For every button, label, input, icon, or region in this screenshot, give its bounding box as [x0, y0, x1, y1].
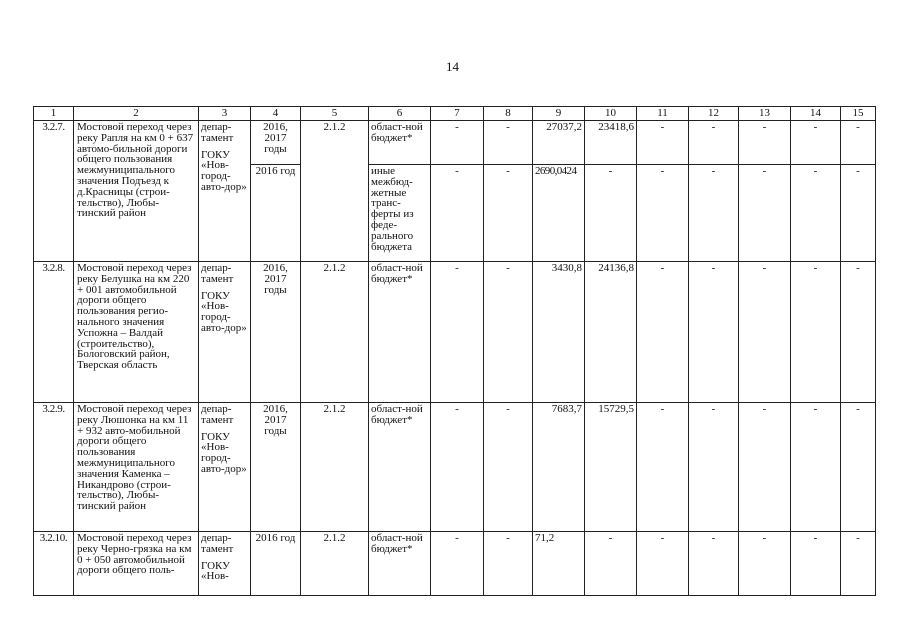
- value-cell: -: [689, 165, 739, 262]
- value-cell: 7683,7: [533, 403, 585, 532]
- table-row: [34, 403, 876, 532]
- value-cell: -: [689, 532, 739, 596]
- column-number: 8: [484, 107, 533, 121]
- program-table: [33, 106, 876, 596]
- value-cell: 71,2: [533, 532, 585, 596]
- value-cell: -: [739, 262, 791, 403]
- value-cell: 15729,5: [585, 403, 637, 532]
- value-cell: -: [484, 262, 533, 403]
- value-cell: -: [689, 121, 739, 165]
- value-cell: -: [431, 165, 484, 262]
- column-number: 13: [739, 107, 791, 121]
- target-code: 2.1.2: [301, 403, 369, 532]
- column-number: 7: [431, 107, 484, 121]
- value-cell: -: [637, 532, 689, 596]
- executor-cell: [199, 403, 251, 532]
- value-cell: 27037,2: [533, 121, 585, 165]
- value-cell: -: [431, 121, 484, 165]
- value-cell: -: [431, 403, 484, 532]
- value-cell: -: [484, 403, 533, 532]
- column-number: 14: [791, 107, 841, 121]
- value-cell: -: [585, 532, 637, 596]
- funding-source: област-ной бюджет*: [369, 262, 431, 403]
- value-cell: -: [841, 403, 876, 532]
- years-cell: 2016, 2017 годы: [251, 262, 301, 403]
- column-number: 9: [533, 107, 585, 121]
- executor-department: депар-тамент: [201, 121, 234, 144]
- value-cell: -: [484, 121, 533, 165]
- item-number: 3.2.8.: [34, 262, 74, 403]
- value-cell: -: [791, 121, 841, 165]
- item-number: 3.2.9.: [34, 403, 74, 532]
- object-description: Мостовой переход через реку Рапля на км 0 + 637 автомо-бильной дороги общего пользования межмуниципального значения Подъезд к д.Красницы (строи-тельство), Любы-тинский район: [74, 121, 199, 262]
- value-cell: -: [739, 532, 791, 596]
- target-code: 2.1.2: [301, 121, 369, 262]
- value-cell: -: [841, 165, 876, 262]
- column-number: 15: [841, 107, 876, 121]
- column-number: 5: [301, 107, 369, 121]
- executor-cell: [199, 532, 251, 596]
- column-number: 4: [251, 107, 301, 121]
- executor-agency: ГОКУ «Нов-: [201, 559, 230, 583]
- value-cell: -: [484, 165, 533, 262]
- value-cell: -: [791, 403, 841, 532]
- value-cell: -: [791, 165, 841, 262]
- value-cell: -: [637, 121, 689, 165]
- executor-department: депар-тамент: [201, 403, 234, 426]
- value-cell: -: [791, 532, 841, 596]
- value-cell: -: [637, 262, 689, 403]
- executor-cell: [199, 262, 251, 403]
- table-row: [34, 262, 876, 403]
- value-cell: -: [585, 165, 637, 262]
- value-cell: 3430,8: [533, 262, 585, 403]
- executor-agency: ГОКУ «Нов-город-авто-дор»: [201, 430, 247, 475]
- value-cell: -: [841, 532, 876, 596]
- value-cell: 2690,0424: [533, 165, 585, 262]
- value-cell: -: [689, 403, 739, 532]
- column-number: 1: [34, 107, 74, 121]
- executor-department: депар-тамент: [201, 262, 234, 285]
- value-cell: -: [739, 121, 791, 165]
- page-number: 14: [446, 59, 459, 74]
- value-cell: 24136,8: [585, 262, 637, 403]
- object-description: Мостовой переход через реку Люшонка на км 11 + 932 авто-мобильной дороги общего пользования межмуниципального значения Каменка – Никандрово (строи-тельство), Любы-тинский район: [74, 403, 199, 532]
- object-description: Мостовой переход через реку Белушка на км 220 + 001 автомобильной дороги общего пользования регио-нального значения Успожна – Валдай (строительство), Бологовский район, Тверская область: [74, 262, 199, 403]
- column-number: 2: [74, 107, 199, 121]
- funding-source: област-ной бюджет*: [369, 121, 431, 165]
- column-numbers-row: [34, 107, 876, 121]
- value-cell: -: [841, 262, 876, 403]
- item-number: 3.2.10.: [34, 532, 74, 596]
- value-cell: -: [431, 532, 484, 596]
- funding-source: област-ной бюджет*: [369, 403, 431, 532]
- years-cell: 2016 год: [251, 532, 301, 596]
- value-cell: -: [791, 262, 841, 403]
- column-number: 12: [689, 107, 739, 121]
- value-cell: -: [739, 403, 791, 532]
- years-cell: 2016, 2017 годы: [251, 403, 301, 532]
- value-cell: -: [841, 121, 876, 165]
- value-cell: -: [689, 262, 739, 403]
- years-cell: 2016, 2017 годы: [251, 121, 301, 165]
- executor-agency: ГОКУ «Нов-город-авто-дор»: [201, 289, 247, 334]
- executor-agency: ГОКУ «Нов-город-авто-дор»: [201, 148, 247, 193]
- value-cell: -: [484, 532, 533, 596]
- funding-source: област-ной бюджет*: [369, 532, 431, 596]
- target-code: 2.1.2: [301, 532, 369, 596]
- value-cell: -: [637, 165, 689, 262]
- item-number: 3.2.7.: [34, 121, 74, 262]
- executor-department: депар-тамент: [201, 532, 234, 555]
- value-cell: -: [431, 262, 484, 403]
- funding-source: иные межбюд-жетные транс-ферты из феде-рального бюджета: [369, 165, 431, 262]
- column-number: 3: [199, 107, 251, 121]
- value-cell: 23418,6: [585, 121, 637, 165]
- column-number: 11: [637, 107, 689, 121]
- column-number: 6: [369, 107, 431, 121]
- table-row: [34, 121, 876, 165]
- column-number: 10: [585, 107, 637, 121]
- years-cell: 2016 год: [251, 165, 301, 262]
- object-description: Мостовой переход через реку Черно-грязка на км 0 + 050 автомобильной дороги общего поль-: [74, 532, 199, 596]
- table-row: [34, 532, 876, 596]
- target-code: 2.1.2: [301, 262, 369, 403]
- value-cell: -: [637, 403, 689, 532]
- value-cell: -: [739, 165, 791, 262]
- executor-cell: [199, 121, 251, 262]
